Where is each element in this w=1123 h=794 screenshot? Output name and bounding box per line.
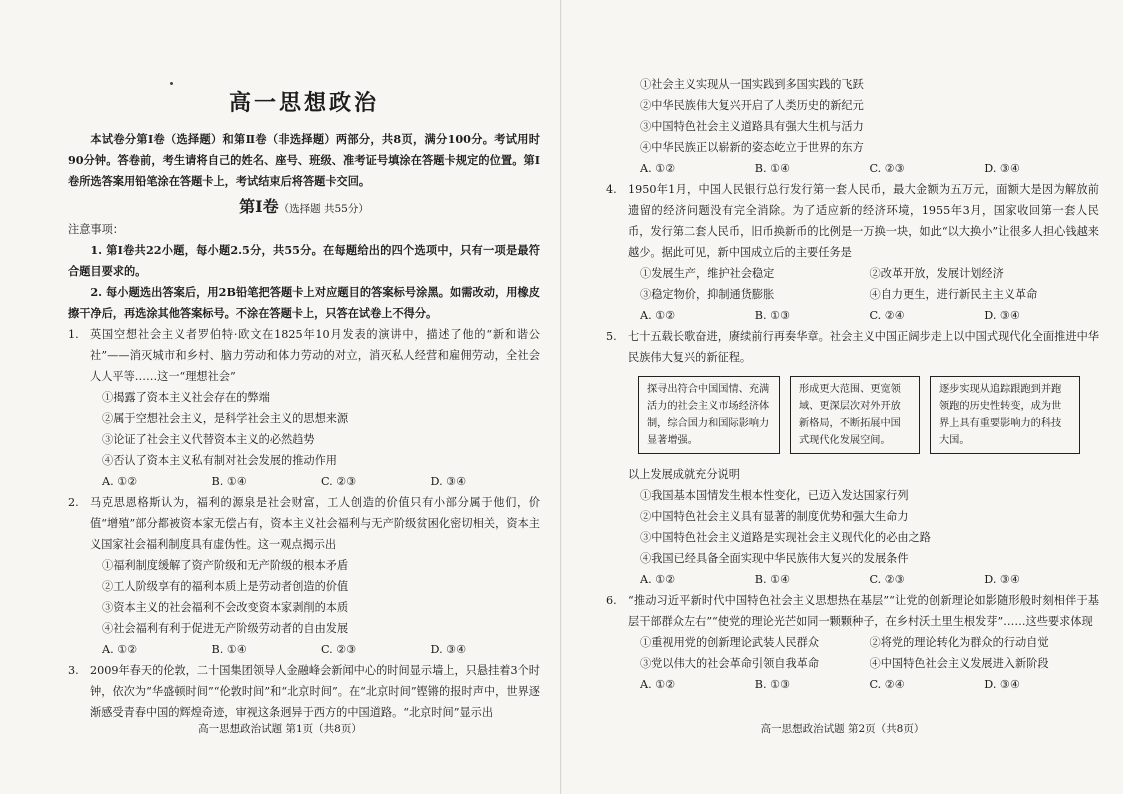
question-3-continued — [606, 74, 1099, 179]
choice-d: D. ③④ — [984, 573, 1020, 586]
question-number: 4. — [606, 183, 617, 196]
choice-c: C. ②③ — [869, 573, 905, 586]
choice-c: C. ②③ — [321, 643, 357, 656]
choice-d: D. ③④ — [984, 162, 1020, 175]
answer-choices — [90, 471, 540, 492]
choice-a: A. ①② — [102, 475, 138, 488]
exam-intro: 本试卷分第Ⅰ卷（选择题）和第Ⅱ卷（非选择题）两部分，共8页，满分100分。考试用时90分钟。答卷前，考生请将自己的姓名、座号、班级、准考证号填涂在答题卡规定的位置。第Ⅰ卷所选答案用铅笔涂在答题卡上，考试结束后将答题卡交回。 — [68, 132, 540, 188]
choice-d: D. ③④ — [984, 309, 1020, 322]
option: ①福利制度缓解了资产阶级和无产阶级的根本矛盾 — [102, 559, 349, 572]
option: ①发展生产，维护社会稳定 — [640, 267, 775, 280]
answer-choices — [628, 305, 1099, 326]
option-row — [628, 653, 1099, 674]
section-heading — [68, 194, 540, 217]
speck — [170, 82, 173, 85]
choice-d: D. ③④ — [984, 678, 1020, 691]
option: ③中国特色社会主义道路具有强大生机与活力 — [640, 120, 864, 133]
question-number: 6. — [606, 594, 617, 607]
page-footer: 高一思想政治试题 第2页（共8页） — [760, 723, 925, 735]
choice-c: C. ②④ — [869, 678, 905, 691]
option: ②属于空想社会主义，是科学社会主义的思想来源 — [102, 412, 349, 425]
question-number: 1. — [68, 328, 79, 341]
option: ④中国特色社会主义发展进入新阶段 — [869, 657, 1049, 670]
choice-b: B. ①④ — [754, 162, 791, 175]
choice-b: B. ①④ — [211, 643, 247, 656]
question-stem: “推动习近平新时代中国特色社会主义思想热在基层”“让党的创新理论如影随形般时刻相伴于基层干部群众左右”“使党的理论光芒如同一颗颗种子，在乡村沃土里生根发芽”……这些要求体现 — [628, 594, 1099, 628]
choice-a: A. ①② — [102, 643, 138, 656]
question-number: 3. — [68, 664, 79, 677]
exam-page-1 — [0, 0, 561, 794]
exam-title: 高一思想政治 — [228, 90, 379, 116]
achievement-box-economy: 探寻出符合中国国情、充满活力的社会主义市场经济体制，综合国力和国际影响力显著增强。 — [638, 376, 780, 454]
choice-b: B. ①③ — [754, 678, 791, 691]
option-row — [628, 632, 1099, 653]
option: ③中国特色社会主义道路是实现社会主义现代化的必由之路 — [640, 531, 931, 544]
choice-b: B. ①④ — [211, 475, 247, 488]
option: ③论证了社会主义代替资本主义的必然趋势 — [102, 433, 315, 446]
option: ③资本主义的社会福利不会改变资本家剥削的本质 — [102, 601, 349, 614]
choice-c: C. ②③ — [321, 475, 357, 488]
choice-d: D. ③④ — [430, 643, 467, 656]
question-5 — [606, 326, 1099, 590]
option: ④我国已经具备全面实现中华民族伟大复兴的发展条件 — [640, 552, 909, 565]
option: ②中华民族伟大复兴开启了人类历史的新纪元 — [640, 99, 864, 112]
choice-a: A. ①② — [640, 573, 676, 586]
option: ④否认了资本主义私有制对社会发展的推动作用 — [102, 454, 337, 467]
section-subtitle: （选择题 共55分） — [278, 203, 369, 215]
option: ②工人阶级享有的福利本质上是劳动者创造的价值 — [102, 580, 349, 593]
option-row — [628, 284, 1099, 305]
question-3 — [68, 660, 540, 723]
question-stem: 2009年春天的伦敦，二十国集团领导人金融峰会新闻中心的时间显示墙上，只悬挂着3个时钟，依次为“华盛顿时间”“伦敦时间”和“北京时间”。在“北京时间”铿锵的报时声中，世界逐渐感受青春中国的辉煌奇迹，审视这条迥异于西方的中国道路。“北京时间”显示出 — [90, 664, 540, 719]
exam-page-2 — [562, 0, 1123, 794]
section-title: 第Ⅰ卷 — [239, 197, 279, 216]
option: ④社会福利有利于促进无产阶级劳动者的自由发展 — [102, 622, 349, 635]
question-stem: 英国空想社会主义者罗伯特·欧文在1825年10月发表的演讲中，描述了他的“新和谐公社”——消灭城市和乡村、脑力劳动和体力劳动的对立，消灭私人经营和雇佣劳动，全社会人人平等……这一“理想社会” — [90, 328, 540, 383]
achievement-box-opening: 形成更大范围、更宽领域、更深层次对外开放新格局，不断拓展中国式现代化发展空间。 — [790, 376, 920, 454]
answer-choices — [90, 639, 540, 660]
option: ②中国特色社会主义具有显著的制度优势和强大生命力 — [640, 510, 909, 523]
note-2: 2. 每小题选出答案后，用2B铅笔把答题卡上对应题目的答案标号涂黑。如需改动，用橡皮擦干净后，再选涂其他答案标号。不涂在答题卡上，只答在试卷上不得分。 — [68, 285, 540, 320]
choice-a: A. ①② — [640, 309, 676, 322]
choice-c: C. ②④ — [869, 309, 905, 322]
choice-a: A. ①② — [640, 162, 676, 175]
option: ①社会主义实现从一国实践到多国实践的飞跃 — [640, 78, 864, 91]
option: ②改革开放，发展计划经济 — [869, 267, 1004, 280]
option: ③稳定物价，抑制通货膨胀 — [640, 288, 775, 301]
question-stem: 1950年1月，中国人民银行总行发行第一套人民币，最大金额为五万元，面额大是因为解放前遗留的经济问题没有完全消除。为了适应新的经济环境，1955年3月，国家收回第一套人民币，发行第二套人民币，旧币换新币的比例是一万换一块，如此“以大换小”让很多人担心钱越来越少。据此可见，新中国成立后的主要任务是 — [628, 183, 1099, 259]
choice-a: A. ①② — [640, 678, 676, 691]
option-row — [628, 263, 1099, 284]
question-4 — [606, 179, 1099, 326]
note-1: 1. 第Ⅰ卷共22小题，每小题2.5分，共55分。在每题给出的四个选项中，只有一项是最符合题目要求的。 — [68, 243, 540, 278]
question-number: 2. — [68, 496, 79, 509]
option: ①揭露了资本主义社会存在的弊端 — [102, 391, 270, 404]
page-footer: 高一思想政治试题 第1页（共8页） — [198, 723, 362, 735]
achievement-boxes — [638, 376, 1099, 454]
option: ①重视用党的创新理论武装人民群众 — [640, 636, 820, 649]
question-stem: 马克思恩格斯认为，福利的源泉是社会财富，工人创造的价值只有小部分属于他们，价值“增殖”部分都被资本家无偿占有，资本主义社会福利与无产阶级贫困化密切相关，资本主义国家社会福利制度具有虚伪性。这一观点揭示出 — [90, 496, 540, 551]
option: ③党以伟大的社会革命引领自我革命 — [640, 657, 820, 670]
answer-choices — [628, 674, 1099, 695]
question-6 — [606, 590, 1099, 695]
question-lead: 以上发展成就充分说明 — [628, 468, 740, 481]
option: ①我国基本国情发生根本性变化，已迈入发达国家行列 — [640, 489, 909, 502]
option: ②将党的理论转化为群众的行动自觉 — [869, 636, 1049, 649]
question-1 — [68, 324, 540, 492]
question-2 — [68, 492, 540, 660]
choice-b: B. ①④ — [754, 573, 791, 586]
achievement-box-technology: 逐步实现从追踪跟跑到并跑领跑的历史性转变，成为世界上具有重要影响力的科技大国。 — [930, 376, 1080, 454]
choice-d: D. ③④ — [430, 475, 467, 488]
question-stem: 七十五载长歌奋进，赓续前行再奏华章。社会主义中国正阔步走上以中国式现代化全面推进中华民族伟大复兴的新征程。 — [628, 330, 1099, 364]
answer-choices — [628, 158, 1099, 179]
choice-c: C. ②③ — [869, 162, 905, 175]
question-number: 5. — [606, 330, 617, 343]
option: ④自力更生，进行新民主主义革命 — [869, 288, 1038, 301]
option: ④中华民族正以崭新的姿态屹立于世界的东方 — [640, 141, 864, 154]
choice-b: B. ①③ — [754, 309, 791, 322]
notes-label: 注意事项： — [68, 223, 124, 236]
answer-choices — [628, 569, 1099, 590]
